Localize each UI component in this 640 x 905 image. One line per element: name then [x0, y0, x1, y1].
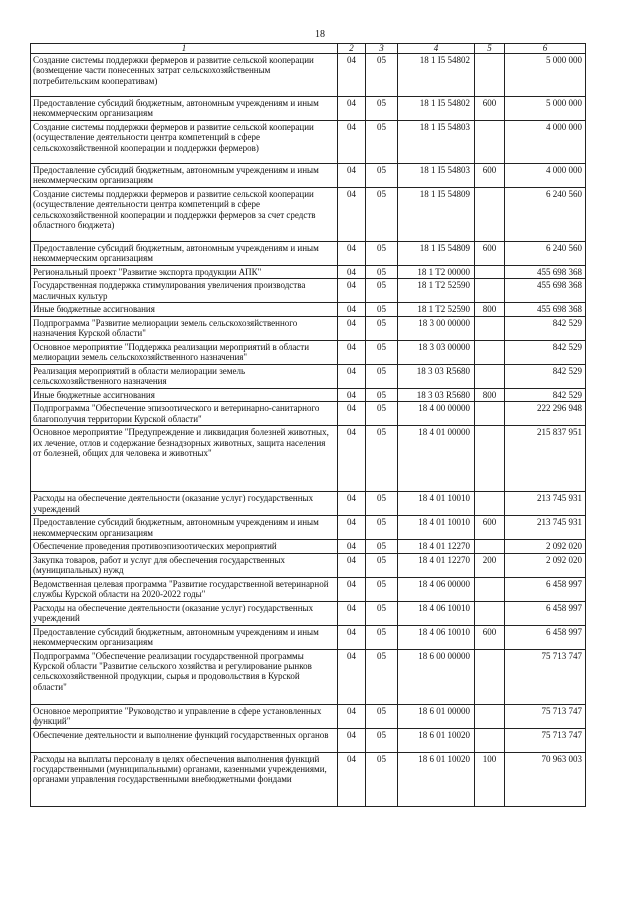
row-subsection-code: 05 [366, 266, 398, 279]
row-target-article: 18 4 06 10010 [398, 601, 475, 625]
row-expense-type [475, 577, 505, 601]
row-section-code: 04 [338, 266, 366, 279]
row-expense-type: 800 [475, 303, 505, 316]
row-subsection-code: 05 [366, 577, 398, 601]
table-row [31, 266, 586, 279]
row-amount: 5 000 000 [505, 54, 586, 97]
row-name: Основное мероприятие "Руководство и управление в сфере установленных функций" [31, 704, 338, 728]
column-number-row [31, 44, 586, 54]
row-amount: 842 529 [505, 316, 586, 340]
row-name: Предоставление субсидий бюджетным, автономным учреждениям и иным некоммерческим организациям [31, 97, 338, 121]
row-subsection-code: 05 [366, 188, 398, 242]
row-expense-type: 600 [475, 97, 505, 121]
row-target-article: 18 3 03 R5680 [398, 364, 475, 388]
table-row [31, 728, 586, 752]
row-target-article: 18 1 I5 54803 [398, 121, 475, 164]
row-target-article: 18 4 01 10010 [398, 516, 475, 540]
row-expense-type [475, 540, 505, 553]
row-section-code: 04 [338, 316, 366, 340]
row-expense-type [475, 704, 505, 728]
row-section-code: 04 [338, 728, 366, 752]
row-expense-type: 100 [475, 752, 505, 806]
row-name: Иные бюджетные ассигнования [31, 388, 338, 401]
row-expense-type: 600 [475, 625, 505, 649]
row-subsection-code: 05 [366, 54, 398, 97]
table-row [31, 364, 586, 388]
row-amount: 842 529 [505, 340, 586, 364]
column-number: 3 [366, 44, 398, 54]
row-name: Расходы на выплаты персоналу в целях обеспечения выполнения функций государственными (муниципальными) органами, казенными учреждениями, органами управления государственными внебюджетными фондами [31, 752, 338, 806]
row-target-article: 18 4 01 12270 [398, 553, 475, 577]
row-target-article: 18 6 01 10020 [398, 728, 475, 752]
row-target-article: 18 6 01 10020 [398, 752, 475, 806]
row-target-article: 18 1 I5 54802 [398, 97, 475, 121]
row-amount: 6 458 997 [505, 601, 586, 625]
column-number: 5 [475, 44, 505, 54]
row-name: Государственная поддержка стимулирования увеличения производства масличных культур [31, 279, 338, 303]
row-amount: 222 296 948 [505, 402, 586, 426]
page-number: 18 [315, 29, 325, 40]
row-section-code: 04 [338, 492, 366, 516]
row-name: Иные бюджетные ассигнования [31, 303, 338, 316]
row-name: Подпрограмма "Обеспечение эпизоотического и ветеринарно-санитарного благополучия территории Курской области" [31, 402, 338, 426]
row-target-article: 18 6 01 00000 [398, 704, 475, 728]
table-row [31, 625, 586, 649]
row-target-article: 18 1 I5 54803 [398, 164, 475, 188]
table-row [31, 54, 586, 97]
row-subsection-code: 05 [366, 121, 398, 164]
budget-table [30, 43, 586, 807]
row-name: Основное мероприятие "Предупреждение и ликвидация болезней животных, их лечение, отлов и содержание безнадзорных животных, защита населения от болезней, общих для человека и животных" [31, 426, 338, 492]
row-expense-type [475, 121, 505, 164]
row-expense-type: 600 [475, 164, 505, 188]
row-name: Подпрограмма "Обеспечение реализации государственной программы Курской области "Развитие сельского хозяйства и регулирование рынков сельскохозяйственной продукции, сырья и продовольствия в Курской области" [31, 649, 338, 704]
table-row [31, 340, 586, 364]
row-expense-type: 600 [475, 516, 505, 540]
row-target-article: 18 1 T2 52590 [398, 303, 475, 316]
row-expense-type: 200 [475, 553, 505, 577]
row-section-code: 04 [338, 704, 366, 728]
row-target-article: 18 3 03 R5680 [398, 388, 475, 401]
table-row [31, 649, 586, 704]
row-name: Предоставление субсидий бюджетным, автономным учреждениям и иным некоммерческим организациям [31, 625, 338, 649]
row-section-code: 04 [338, 97, 366, 121]
row-section-code: 04 [338, 364, 366, 388]
row-subsection-code: 05 [366, 97, 398, 121]
row-subsection-code: 05 [366, 242, 398, 266]
row-amount: 455 698 368 [505, 279, 586, 303]
row-subsection-code: 05 [366, 340, 398, 364]
row-expense-type [475, 728, 505, 752]
table-row [31, 752, 586, 806]
row-section-code: 04 [338, 540, 366, 553]
row-expense-type: 800 [475, 388, 505, 401]
row-amount: 6 458 997 [505, 625, 586, 649]
table-row [31, 426, 586, 492]
row-target-article: 18 1 T2 52590 [398, 279, 475, 303]
row-name: Предоставление субсидий бюджетным, автономным учреждениям и иным некоммерческим организациям [31, 516, 338, 540]
table-row [31, 553, 586, 577]
table-row [31, 303, 586, 316]
row-name: Основное мероприятие "Поддержка реализации мероприятий в области мелиорации земель сельскохозяйственного назначения" [31, 340, 338, 364]
row-name: Региональный проект "Развитие экспорта продукции АПК" [31, 266, 338, 279]
row-section-code: 04 [338, 164, 366, 188]
row-section-code: 04 [338, 625, 366, 649]
row-name: Предоставление субсидий бюджетным, автономным учреждениям и иным некоммерческим организациям [31, 242, 338, 266]
table-row [31, 601, 586, 625]
row-expense-type [475, 340, 505, 364]
row-amount: 455 698 368 [505, 266, 586, 279]
row-subsection-code: 05 [366, 704, 398, 728]
row-subsection-code: 05 [366, 752, 398, 806]
row-section-code: 04 [338, 601, 366, 625]
row-subsection-code: 05 [366, 492, 398, 516]
row-expense-type [475, 492, 505, 516]
column-number: 6 [505, 44, 586, 54]
row-target-article: 18 1 I5 54809 [398, 242, 475, 266]
row-expense-type [475, 316, 505, 340]
table-row [31, 540, 586, 553]
column-number: 4 [398, 44, 475, 54]
row-amount: 75 713 747 [505, 704, 586, 728]
row-amount: 75 713 747 [505, 728, 586, 752]
row-section-code: 04 [338, 188, 366, 242]
row-section-code: 04 [338, 388, 366, 401]
table-row [31, 492, 586, 516]
row-name: Реализация мероприятий в области мелиорации земель сельскохозяйственного назначения [31, 364, 338, 388]
table-row [31, 121, 586, 164]
row-name: Обеспечение проведения противоэпизоотических мероприятий [31, 540, 338, 553]
column-number: 1 [31, 44, 338, 54]
row-subsection-code: 05 [366, 728, 398, 752]
row-subsection-code: 05 [366, 426, 398, 492]
row-target-article: 18 4 06 00000 [398, 577, 475, 601]
row-expense-type: 600 [475, 242, 505, 266]
row-subsection-code: 05 [366, 516, 398, 540]
row-subsection-code: 05 [366, 388, 398, 401]
table-row [31, 97, 586, 121]
row-amount: 6 458 997 [505, 577, 586, 601]
row-section-code: 04 [338, 577, 366, 601]
row-expense-type [475, 279, 505, 303]
row-expense-type [475, 601, 505, 625]
row-name: Закупка товаров, работ и услуг для обеспечения государственных (муниципальных) нужд [31, 553, 338, 577]
row-target-article: 18 4 06 10010 [398, 625, 475, 649]
row-expense-type [475, 54, 505, 97]
row-target-article: 18 4 01 12270 [398, 540, 475, 553]
row-amount: 6 240 560 [505, 242, 586, 266]
budget-table-body [31, 44, 586, 807]
row-section-code: 04 [338, 340, 366, 364]
row-expense-type [475, 649, 505, 704]
row-section-code: 04 [338, 426, 366, 492]
row-name: Предоставление субсидий бюджетным, автономным учреждениям и иным некоммерческим организациям [31, 164, 338, 188]
row-amount: 75 713 747 [505, 649, 586, 704]
row-expense-type [475, 364, 505, 388]
row-name: Обеспечение деятельности и выполнение функций государственных органов [31, 728, 338, 752]
row-target-article: 18 4 00 00000 [398, 402, 475, 426]
row-target-article: 18 4 01 00000 [398, 426, 475, 492]
row-amount: 70 963 003 [505, 752, 586, 806]
row-amount: 842 529 [505, 388, 586, 401]
row-target-article: 18 6 00 00000 [398, 649, 475, 704]
row-subsection-code: 05 [366, 540, 398, 553]
table-row [31, 242, 586, 266]
row-name: Подпрограмма "Развитие мелиорации земель сельскохозяйственного назначения Курской области" [31, 316, 338, 340]
row-expense-type [475, 266, 505, 279]
row-amount: 5 000 000 [505, 97, 586, 121]
row-section-code: 04 [338, 303, 366, 316]
row-section-code: 04 [338, 649, 366, 704]
row-subsection-code: 05 [366, 164, 398, 188]
row-subsection-code: 05 [366, 649, 398, 704]
row-subsection-code: 05 [366, 601, 398, 625]
row-section-code: 04 [338, 752, 366, 806]
table-row [31, 164, 586, 188]
row-target-article: 18 3 00 00000 [398, 316, 475, 340]
row-target-article: 18 1 T2 00000 [398, 266, 475, 279]
row-target-article: 18 1 I5 54809 [398, 188, 475, 242]
table-row [31, 577, 586, 601]
row-subsection-code: 05 [366, 316, 398, 340]
table-row [31, 402, 586, 426]
row-amount: 2 092 020 [505, 540, 586, 553]
table-row [31, 279, 586, 303]
row-name: Расходы на обеспечение деятельности (оказание услуг) государственных учреждений [31, 601, 338, 625]
table-row [31, 388, 586, 401]
row-amount: 6 240 560 [505, 188, 586, 242]
table-row [31, 704, 586, 728]
row-name: Создание системы поддержки фермеров и развитие сельской кооперации (осуществление деятельности центра компетенций в сфере сельскохозяйственной кооперации и поддержки фермеров за счет средств областного бюджета) [31, 188, 338, 242]
table-row [31, 316, 586, 340]
row-subsection-code: 05 [366, 625, 398, 649]
row-amount: 4 000 000 [505, 164, 586, 188]
row-target-article: 18 4 01 10010 [398, 492, 475, 516]
row-subsection-code: 05 [366, 402, 398, 426]
row-amount: 213 745 931 [505, 492, 586, 516]
row-amount: 455 698 368 [505, 303, 586, 316]
row-section-code: 04 [338, 402, 366, 426]
table-row [31, 516, 586, 540]
row-expense-type [475, 188, 505, 242]
table-row [31, 188, 586, 242]
row-target-article: 18 1 I5 54802 [398, 54, 475, 97]
row-subsection-code: 05 [366, 279, 398, 303]
row-target-article: 18 3 03 00000 [398, 340, 475, 364]
row-section-code: 04 [338, 54, 366, 97]
row-section-code: 04 [338, 516, 366, 540]
row-name: Создание системы поддержки фермеров и развитие сельской кооперации (осуществление деятельности центра компетенций в сфере сельскохозяйственной кооперации и поддержки фермеров) [31, 121, 338, 164]
row-section-code: 04 [338, 279, 366, 303]
row-amount: 4 000 000 [505, 121, 586, 164]
row-subsection-code: 05 [366, 553, 398, 577]
row-amount: 215 837 951 [505, 426, 586, 492]
row-amount: 2 092 020 [505, 553, 586, 577]
row-section-code: 04 [338, 553, 366, 577]
row-section-code: 04 [338, 121, 366, 164]
row-subsection-code: 05 [366, 364, 398, 388]
row-subsection-code: 05 [366, 303, 398, 316]
row-amount: 842 529 [505, 364, 586, 388]
row-amount: 213 745 931 [505, 516, 586, 540]
row-name: Ведомственная целевая программа "Развитие государственной ветеринарной службы Курской области на 2020-2022 годы" [31, 577, 338, 601]
row-name: Создание системы поддержки фермеров и развитие сельской кооперации (возмещение части понесенных затрат сельскохозяйственным потребительским кооперативам) [31, 54, 338, 97]
row-expense-type [475, 402, 505, 426]
row-name: Расходы на обеспечение деятельности (оказание услуг) государственных учреждений [31, 492, 338, 516]
column-number: 2 [338, 44, 366, 54]
row-section-code: 04 [338, 242, 366, 266]
row-expense-type [475, 426, 505, 492]
